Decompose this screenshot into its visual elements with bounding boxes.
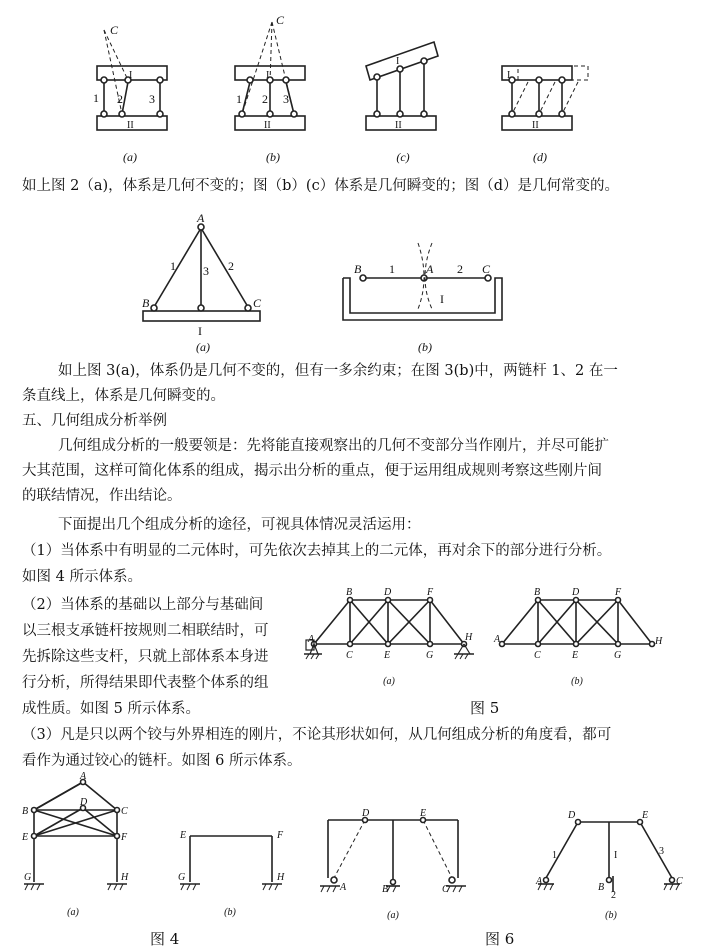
fig2-caption-d: (d) xyxy=(533,150,547,164)
paragraph-fig2: 如上图 2（a)，体系是几何不变的；图（b）(c）体系是几何瞬变的；图（d）是几何常变的。 xyxy=(22,178,619,194)
fig6b-label-c: C xyxy=(676,876,683,887)
fig6-title: 图 6 xyxy=(485,930,515,948)
fig3a-label-3: 3 xyxy=(203,264,209,278)
fig5a-label-g: G xyxy=(426,650,434,661)
paragraph-fig3-line2: 条直线上，体系是几何瞬变的。 xyxy=(22,388,225,404)
fig4a-label-f: F xyxy=(121,832,128,843)
fig5a-label-e: E xyxy=(384,650,391,661)
fig2-caption-b: (b) xyxy=(266,150,280,164)
fig4-caption-a: (a) xyxy=(67,907,79,918)
fig4a-label-d: D xyxy=(80,797,88,808)
fig3a-label-a: A xyxy=(197,211,205,225)
fig5b-label-b: B xyxy=(534,587,541,598)
figure-5b xyxy=(500,598,655,647)
fig4a-label-g: G xyxy=(24,872,32,883)
paragraph-fig3-line1: 如上图 3(a)，体系仍是几何不变的，但有一多余约束；在图 3(b)中，两链杆 1、2 在一 xyxy=(58,363,618,379)
fig4a-label-e: E xyxy=(22,832,29,843)
item1-line1: （1）当体系中有明显的二元体时，可先依次去掉其上的二元体，再对余下的部分进行分析。 xyxy=(22,543,612,559)
item2-line1: （2）当体系的基础以上部分与基础间 xyxy=(22,597,264,613)
fig3a-label-b: B xyxy=(142,296,150,310)
fig5b-label-h: H xyxy=(655,636,663,647)
fig4a-label-c: C xyxy=(121,806,128,817)
label-c-b: C xyxy=(276,13,285,27)
paragraph-approaches: 下面提出几个组成分析的途径，可视具体情况灵活运用： xyxy=(58,517,421,533)
fig6b-label-d: D xyxy=(568,810,576,821)
item1-line2: 如图 4 所示体系。 xyxy=(22,569,142,585)
fig4-caption-b: (b) xyxy=(224,907,236,918)
fig5a-label-a: A xyxy=(308,634,315,645)
item3-line2: 看作为通过铰心的链杆。如图 6 所示体系。 xyxy=(22,753,302,769)
figure-2c xyxy=(366,42,438,130)
fig5b-label-g: G xyxy=(614,650,622,661)
fig3b-label-2: 2 xyxy=(457,262,463,276)
fig6b-label-3: 3 xyxy=(659,846,664,857)
figure-3b xyxy=(343,243,502,320)
label-3-b: 3 xyxy=(283,92,289,106)
fig4b-label-h: H xyxy=(277,872,285,883)
figure-2 xyxy=(0,0,701,175)
fig3b-label-1: 1 xyxy=(389,262,395,276)
fig4a-label-b: B xyxy=(22,806,29,817)
label-ii-b: II xyxy=(264,120,271,131)
label-1-a: 1 xyxy=(93,91,99,105)
figure-4a xyxy=(24,780,127,891)
label-i-d: I xyxy=(507,70,511,81)
fig4b-label-f: F xyxy=(277,830,284,841)
figure-5 xyxy=(300,580,700,690)
paragraph-method-line2: 大其范围，这样可简化体系的组成，揭示出分析的重点，便于运用组成规则考察这些刚片间 xyxy=(22,463,602,479)
fig6a-label-a: A xyxy=(340,882,347,893)
label-c-a: C xyxy=(110,23,119,37)
fig3a-label-1: 1 xyxy=(170,259,176,273)
fig4a-label-a: A xyxy=(80,771,87,782)
item2-line4: 行分析，所得结果即代表整个体系的组 xyxy=(22,675,269,691)
paragraph-method-line1: 几何组成分析的一般要领是：先将能直接观察出的几何不变部分当作刚片，并尽可能扩 xyxy=(58,438,609,454)
item2-line5: 成性质。如图 5 所示体系。 xyxy=(22,701,200,717)
fig6b-label-a: A xyxy=(536,876,543,887)
fig5-title: 图 5 xyxy=(470,699,500,717)
fig5b-label-e: E xyxy=(572,650,579,661)
label-i-c: I xyxy=(396,56,400,67)
fig6b-label-i: I xyxy=(614,850,618,861)
fig6b-label-2: 2 xyxy=(611,890,616,901)
fig5b-label-c: C xyxy=(534,650,541,661)
fig5-caption-a: (a) xyxy=(383,676,395,687)
fig2-caption-c: (c) xyxy=(396,150,410,164)
fig5a-label-d: D xyxy=(384,587,392,598)
fig3-caption-a: (a) xyxy=(196,340,210,354)
fig6a-label-e: E xyxy=(420,808,427,819)
fig6a-label-c: C xyxy=(442,884,449,895)
fig5b-label-a: A xyxy=(494,634,501,645)
fig6-caption-a: (a) xyxy=(387,910,399,921)
fig3b-label-i: I xyxy=(440,292,444,306)
fig4b-label-e: E xyxy=(180,830,187,841)
label-1-b: 1 xyxy=(236,92,242,106)
fig6a-label-d: D xyxy=(362,808,370,819)
figure-6a xyxy=(320,818,466,893)
fig5b-label-d: D xyxy=(572,587,580,598)
label-2-b: 2 xyxy=(262,92,268,106)
fig3a-label-i: I xyxy=(198,324,202,338)
fig6-caption-b: (b) xyxy=(605,910,617,921)
item2-line3: 先拆除这些支杆，只就上部体系本身进 xyxy=(22,649,269,665)
fig4a-label-h: H xyxy=(121,872,129,883)
fig3a-label-2: 2 xyxy=(228,259,234,273)
label-ii-a: II xyxy=(127,120,134,131)
fig3-caption-b: (b) xyxy=(418,340,432,354)
fig3b-label-b: B xyxy=(354,262,362,276)
fig4-title: 图 4 xyxy=(150,930,180,948)
label-i-b: I xyxy=(266,70,270,81)
fig5-caption-b: (b) xyxy=(571,676,583,687)
fig6b-label-b: B xyxy=(598,882,605,893)
item2-line2: 以三根支承链杆按规则二相联结时，可 xyxy=(22,623,269,639)
fig5a-label-f: F xyxy=(427,587,434,598)
paragraph-method-line3: 的联结情况，作出结论。 xyxy=(22,488,182,504)
label-ii-c: II xyxy=(395,120,402,131)
label-i-a: I xyxy=(129,70,133,81)
fig5a-label-b: B xyxy=(346,587,353,598)
figure-2b xyxy=(235,22,305,130)
figure-3 xyxy=(0,205,701,355)
fig6b-label-e: E xyxy=(642,810,649,821)
fig6b-label-1: 1 xyxy=(552,850,557,861)
figure-3a xyxy=(143,224,260,321)
fig3a-label-c: C xyxy=(253,296,262,310)
fig3b-label-c: C xyxy=(482,262,491,276)
fig5b-label-f: F xyxy=(615,587,622,598)
fig4b-label-g: G xyxy=(178,872,186,883)
label-3-a: 3 xyxy=(149,92,155,106)
fig5a-label-h: H xyxy=(465,632,473,643)
fig2-caption-a: (a) xyxy=(123,150,137,164)
fig6a-label-b: B xyxy=(382,884,389,895)
fig5a-label-c: C xyxy=(346,650,353,661)
figure-4 xyxy=(0,770,310,950)
section-heading: 五、几何组成分析举例 xyxy=(22,413,167,429)
figure-2d xyxy=(502,66,588,130)
label-2-a: 2 xyxy=(117,92,123,106)
label-ii-d: II xyxy=(532,120,539,131)
figure-4b xyxy=(180,836,282,890)
fig3b-label-a: A xyxy=(426,262,434,276)
item3-line1: （3）凡是只以两个铰与外界相连的刚片，不论其形状如何，从几何组成分析的角度看，都可 xyxy=(22,727,612,743)
